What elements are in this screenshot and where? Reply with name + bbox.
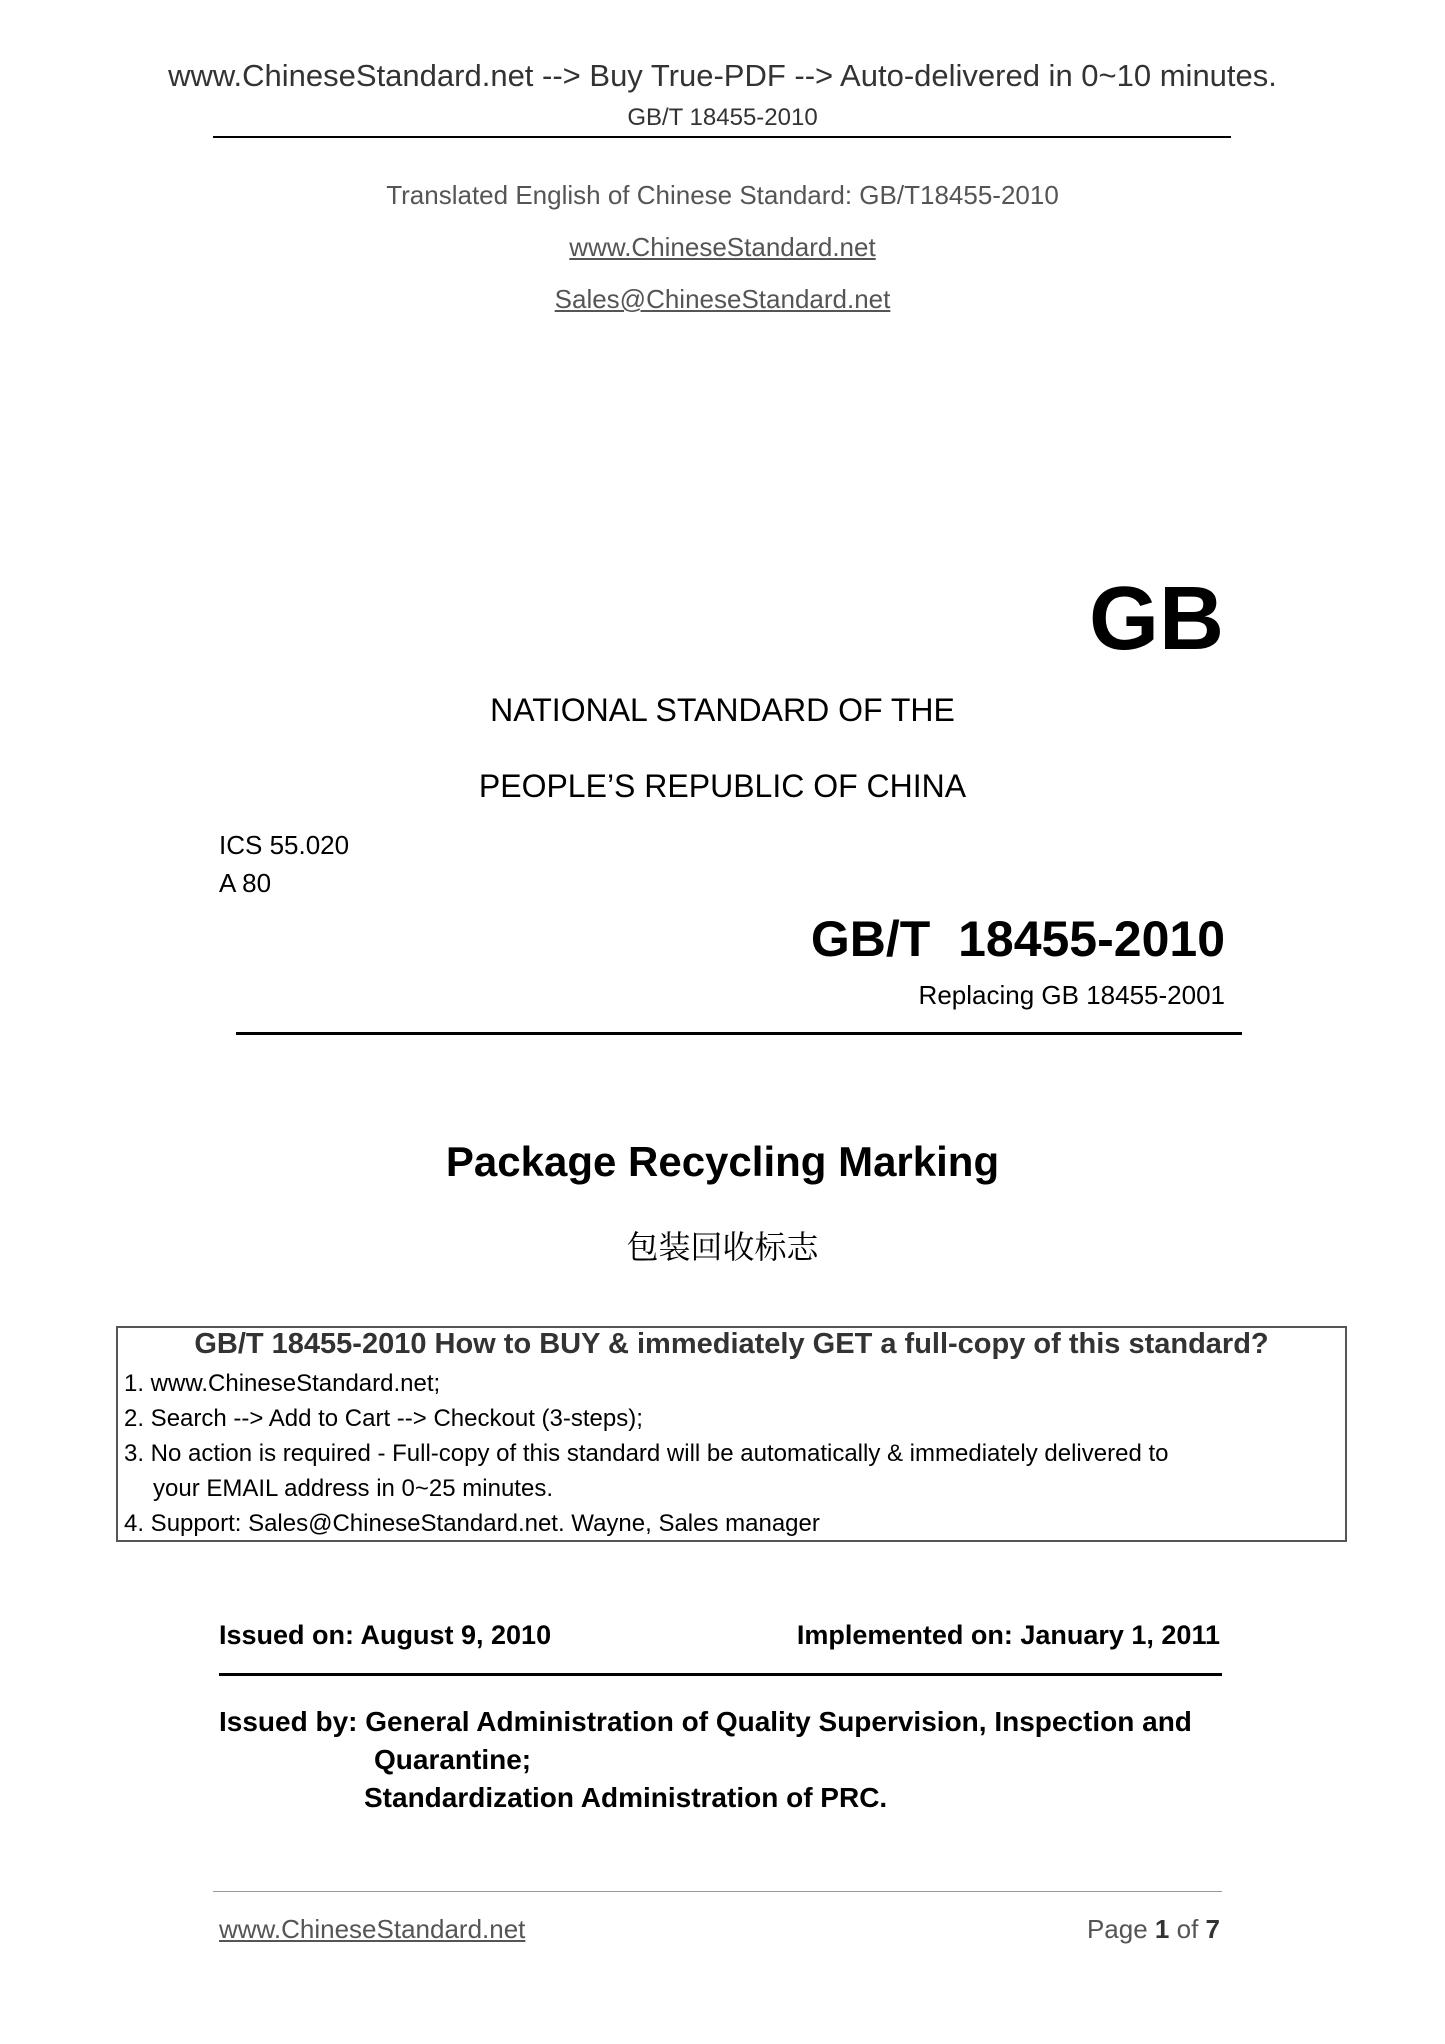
page-indicator xyxy=(1087,1914,1220,1945)
footer-site-link[interactable]: www.ChineseStandard.net xyxy=(219,1914,526,1944)
dates-divider xyxy=(219,1673,1222,1676)
buy-instructions-box xyxy=(116,1326,1347,1542)
national-standard-line-1: NATIONAL STANDARD OF THE xyxy=(490,692,955,728)
buy-step-1: 1. www.ChineseStandard.net; xyxy=(124,1370,441,1397)
document-title-chinese: 包装回收标志 xyxy=(626,1228,819,1266)
gb-mark: GB xyxy=(1089,569,1224,669)
issued-by-line-3: Standardization Administration of PRC. xyxy=(364,1782,888,1813)
sales-email-link[interactable]: Sales@ChineseStandard.net xyxy=(554,284,891,314)
page-total: 7 xyxy=(1205,1914,1220,1944)
site-link[interactable]: www.ChineseStandard.net xyxy=(569,232,876,262)
issued-by-line-2: Quarantine; xyxy=(374,1744,532,1775)
header-standard-code: GB/T 18455-2010 xyxy=(627,104,818,131)
translated-line: Translated English of Chinese Standard: GB/T18455-2010 xyxy=(386,180,1059,210)
document-title: Package Recycling Marking xyxy=(445,1138,1000,1185)
top-banner: www.ChineseStandard.net --> Buy True-PDF --> Auto-delivered in 0~10 minutes. xyxy=(168,58,1277,93)
page-prefix: Page xyxy=(1086,1914,1148,1944)
implemented-on-date: Implemented on: January 1, 2011 xyxy=(796,1620,1220,1650)
buy-step-3: 3. No action is required - Full-copy of this standard will be automatically & immediately delivered to xyxy=(124,1440,1169,1467)
standard-number: GB/T 18455-2010 xyxy=(810,911,1225,967)
site-link-row xyxy=(0,232,1445,263)
classification-code: A 80 xyxy=(219,868,272,898)
page-of: of xyxy=(1176,1914,1199,1944)
footer-link-row xyxy=(219,1914,525,1945)
sales-link-row xyxy=(0,284,1445,315)
buy-step-3-continued: your EMAIL address in 0~25 minutes. xyxy=(153,1475,553,1502)
buy-step-4: 4. Support: Sales@ChineseStandard.net. Wayne, Sales manager xyxy=(124,1510,820,1537)
buy-box-heading: GB/T 18455-2010 How to BUY & immediately GET a full-copy of this standard? xyxy=(194,1328,1269,1360)
issued-by-line-1: Issued by: General Administration of Quality Supervision, Inspection and xyxy=(219,1706,1192,1737)
ics-code: ICS 55.020 xyxy=(219,830,350,860)
replacing-note: Replacing GB 18455-2001 xyxy=(918,980,1225,1010)
page-current: 1 xyxy=(1154,1914,1170,1944)
footer-divider xyxy=(213,1891,1222,1892)
national-standard-line-2: PEOPLE’S REPUBLIC OF CHINA xyxy=(478,768,967,804)
title-divider xyxy=(236,1032,1242,1035)
issued-on-date: Issued on: August 9, 2010 xyxy=(219,1620,552,1650)
buy-step-2: 2. Search --> Add to Cart --> Checkout (3-steps); xyxy=(124,1405,643,1432)
header-divider xyxy=(213,136,1231,138)
